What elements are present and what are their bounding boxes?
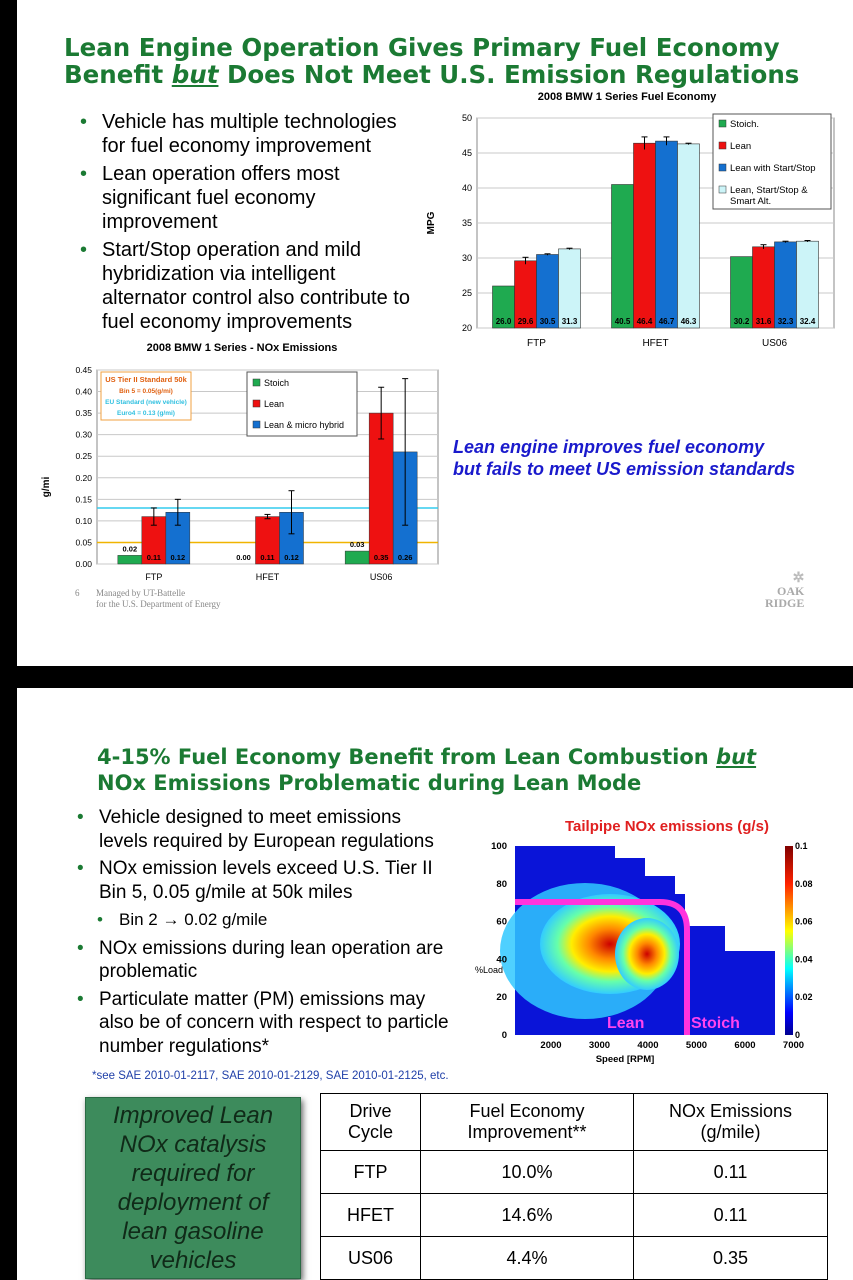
- bullet-dot-icon: •: [77, 858, 84, 879]
- standards-text: Bin 5 = 0.05(g/mi): [119, 388, 173, 395]
- legend-swatch: [719, 120, 726, 127]
- y-tick-label: 45: [461, 148, 472, 158]
- bullet-dot-icon: •: [77, 937, 84, 959]
- table-cell: 0.11: [634, 1151, 828, 1194]
- data-label: 31.3: [561, 317, 578, 326]
- bullet-dot-icon: •: [77, 988, 84, 1010]
- data-label: 0.12: [170, 553, 186, 562]
- bullet-item: [77, 857, 487, 904]
- standards-text: EU Standard (new vehicle): [105, 399, 187, 406]
- y-tick-label: 0: [501, 1030, 507, 1041]
- y-tick-label: 50: [461, 113, 472, 123]
- bar: [775, 242, 797, 328]
- slide-1-bullets: [80, 110, 430, 334]
- x-tick-label: 4000: [637, 1040, 659, 1051]
- data-label: 0.35: [373, 553, 389, 562]
- standards-text: Euro4 = 0.13 (g/mi): [117, 410, 175, 417]
- sae-footnote: *see SAE 2010-01-2117, SAE 2010-01-2129, SAE 2010-01-2125, etc.: [92, 1070, 449, 1082]
- footer-line: for the U.S. Department of Energy: [96, 599, 221, 609]
- bullet-dot-icon: •: [80, 111, 88, 133]
- table-cell: FTP: [321, 1151, 421, 1194]
- legend-swatch: [253, 379, 260, 386]
- x-tick-label: FTP: [527, 338, 546, 349]
- y-tick-label: 0.25: [75, 451, 92, 462]
- bullet-line: Lean operation offers most: [102, 163, 340, 185]
- data-label: 0.12: [284, 553, 299, 562]
- title-text: 4-15% Fuel Economy Benefit from Lean Combustion: [97, 745, 717, 769]
- slide-2-title: [97, 744, 756, 796]
- table-cell: 4.4%: [421, 1237, 634, 1280]
- legend-label: Lean, Start/Stop &: [730, 185, 808, 196]
- legend-label: Stoich.: [730, 119, 760, 130]
- y-tick-label: 0.45: [75, 365, 92, 375]
- bar: [612, 185, 634, 329]
- y-tick-label: 20: [461, 323, 472, 333]
- bar: [753, 247, 775, 328]
- slide-1: [17, 0, 853, 666]
- mpg-chart: [422, 104, 842, 349]
- x-tick-label: 3000: [588, 1040, 611, 1051]
- slide-2-bullets: [77, 806, 487, 1058]
- box-text: [86, 1098, 300, 1275]
- results-table: [320, 1093, 828, 1280]
- bullet-line: Vehicle has multiple technologies: [102, 111, 397, 133]
- table-header-row: [321, 1094, 828, 1151]
- table-cell: 0.35: [634, 1237, 828, 1280]
- data-label: 26.0: [495, 317, 512, 326]
- lean-engine-note: [453, 436, 795, 480]
- data-label: 32.4: [799, 317, 816, 326]
- logo-text: OAK: [777, 584, 805, 598]
- bullet-line: alternator control also contribute to: [102, 287, 410, 309]
- y-tick-label: 30: [461, 253, 472, 263]
- col-drive-cycle: [321, 1094, 421, 1151]
- y-tick-label: 80: [496, 878, 507, 890]
- table-cell: US06: [321, 1237, 421, 1280]
- data-label: 0.02: [122, 544, 138, 554]
- bullet-line: for fuel economy improvement: [102, 135, 372, 157]
- sub-bullet-item: [97, 908, 487, 932]
- bullet-line: Bin 2 → 0.02 g/mile: [119, 910, 268, 929]
- bullet-item: [80, 162, 430, 234]
- header-line: NOx Emissions: [668, 1101, 793, 1121]
- note-line: but fails to meet US emission standards: [453, 459, 796, 479]
- box-line: vehicles: [149, 1247, 237, 1274]
- colorbar: [785, 846, 793, 1035]
- slide-1-title: [64, 34, 799, 88]
- data-label: 0.26: [397, 553, 413, 562]
- data-label: 32.3: [777, 317, 794, 326]
- x-tick-label: HFET: [642, 338, 669, 349]
- standards-text: US Tier II Standard 50k: [105, 375, 187, 384]
- colorbar-tick-label: 0.04: [795, 954, 813, 965]
- legend-swatch: [719, 186, 726, 193]
- col-fuel-economy: [421, 1094, 634, 1151]
- bullet-line: problematic: [99, 961, 198, 982]
- x-tick-label: HFET: [255, 572, 280, 582]
- bullet-line: Particulate matter (PM) emissions may: [99, 988, 426, 1010]
- x-axis-label: Speed [RPM]: [595, 1054, 655, 1065]
- data-label: 40.5: [614, 317, 631, 326]
- x-tick-label: 2000: [540, 1040, 562, 1051]
- slide-2: [17, 688, 853, 1280]
- y-tick-label: 0.05: [75, 537, 92, 548]
- legend-swatch: [253, 421, 260, 428]
- slide-1-title-line1: Lean Engine Operation Gives Primary Fuel Economy: [64, 33, 780, 62]
- header-line: Drive: [349, 1101, 392, 1121]
- title-text: Benefit: [64, 60, 172, 89]
- box-line: Improved Lean: [112, 1102, 274, 1129]
- y-tick-label: 40: [496, 954, 507, 966]
- data-label: 30.2: [733, 317, 750, 326]
- data-label: 30.5: [539, 317, 556, 326]
- header-line: Improvement**: [467, 1122, 587, 1142]
- bar: [634, 143, 656, 328]
- bullet-item: [77, 806, 487, 853]
- col-nox-emissions: [634, 1094, 828, 1151]
- lean-region-label: Lean: [607, 1015, 645, 1032]
- slide-2-title-line1: [97, 744, 756, 770]
- box-line: lean gasoline: [122, 1218, 264, 1245]
- data-label: 31.6: [755, 317, 772, 326]
- bullet-line: improvement: [102, 211, 218, 233]
- title-text: Does Not Meet U.S. Emission Regulations: [218, 60, 800, 89]
- heatmap-blob: [615, 918, 679, 990]
- data-label: 46.4: [636, 317, 653, 326]
- colorbar-tick-label: 0: [795, 1030, 801, 1040]
- x-tick-label: 6000: [734, 1040, 756, 1051]
- y-tick-label: 20: [496, 992, 507, 1004]
- y-tick-label: 0.30: [75, 429, 92, 440]
- table-cell: HFET: [321, 1194, 421, 1237]
- colorbar-tick-label: 0.1: [795, 841, 808, 851]
- y-tick-label: 0.00: [75, 559, 92, 569]
- data-label: 0.00: [236, 553, 251, 562]
- table-cell: 14.6%: [421, 1194, 634, 1237]
- oak-ridge-logo: [765, 573, 804, 609]
- data-label: 0.11: [260, 553, 275, 562]
- bullet-line: NOx emissions during lean operation are: [99, 937, 444, 959]
- title-emphasis: but: [171, 60, 219, 89]
- bullet-line: Start/Stop operation and mild: [102, 239, 362, 261]
- bullet-line: levels required by European regulations: [99, 830, 434, 852]
- lean-nox-catalysis-box: [85, 1097, 301, 1279]
- legend-swatch: [253, 400, 260, 407]
- bullet-dot-icon: •: [77, 807, 84, 828]
- bar: [678, 144, 700, 328]
- bullet-line: hybridization via intelligent: [102, 263, 336, 285]
- y-axis-label: g/mi: [41, 476, 52, 498]
- nox-heatmap: [467, 836, 842, 1071]
- box-line: required for: [131, 1160, 255, 1187]
- y-tick-label: 0.20: [75, 472, 92, 483]
- legend-label: Lean: [730, 141, 752, 152]
- x-tick-label: FTP: [145, 572, 163, 582]
- x-tick-label: US06: [369, 572, 393, 582]
- data-label: 0.03: [349, 540, 365, 550]
- data-label: 46.3: [680, 317, 697, 326]
- y-tick-label: 40: [461, 183, 472, 193]
- table-row: [321, 1237, 828, 1280]
- table-cell: 0.11: [634, 1194, 828, 1237]
- nox-chart-title: 2008 BMW 1 Series - NOx Emissions: [146, 342, 338, 354]
- bullet-dot-icon: •: [80, 239, 88, 261]
- stoich-region-label: Stoich: [691, 1015, 740, 1032]
- bullet-line: NOx emission levels exceed U.S. Tier II: [99, 858, 433, 879]
- logo-text: RIDGE: [765, 596, 805, 610]
- bar: [797, 241, 819, 328]
- table-cell: 10.0%: [421, 1151, 634, 1194]
- legend-label: Stoich: [264, 378, 290, 388]
- bar: [345, 551, 369, 564]
- x-tick-label: US06: [761, 338, 788, 349]
- bullet-item: [80, 110, 430, 158]
- legend-label: Lean with Start/Stop: [730, 163, 816, 174]
- footer-line: Managed by UT-Battelle: [96, 588, 186, 598]
- note-line: Lean engine improves fuel economy: [453, 437, 765, 457]
- slide-2-title-line2: NOx Emissions Problematic during Lean Mode: [97, 771, 642, 795]
- table-row: [321, 1194, 828, 1237]
- heatmap-title: Tailpipe NOx emissions (g/s): [565, 818, 769, 835]
- mpg-chart-title: 2008 BMW 1 Series Fuel Economy: [537, 91, 717, 103]
- bullet-item: [77, 937, 487, 984]
- page-number: 6: [75, 588, 80, 598]
- y-axis-label: MPG: [426, 211, 437, 235]
- bullet-line: number regulations*: [99, 1035, 270, 1057]
- x-tick-label: 7000: [782, 1040, 805, 1051]
- bar: [656, 141, 678, 328]
- box-line: NOx catalysis: [119, 1131, 267, 1158]
- y-axis-label: %Load: [474, 965, 503, 975]
- y-tick-label: 35: [461, 218, 472, 228]
- slide-footer: [96, 588, 221, 610]
- bar: [118, 555, 142, 564]
- bullet-item: [80, 238, 430, 334]
- bullet-line: Bin 5, 0.05 g/mile at 50k miles: [99, 881, 353, 903]
- colorbar-tick-label: 0.02: [795, 992, 813, 1003]
- bullet-line: also be of concern with respect to particle: [99, 1012, 449, 1033]
- legend-swatch: [719, 142, 726, 149]
- nox-chart: [35, 358, 440, 590]
- slide-1-title-line2: [64, 61, 799, 88]
- colorbar-tick-label: 0.08: [795, 878, 813, 889]
- table-row: [321, 1151, 828, 1194]
- data-label: 0.11: [146, 553, 161, 562]
- bullet-line: fuel economy improvements: [102, 311, 353, 333]
- box-line: deployment of: [117, 1189, 269, 1216]
- x-tick-label: 5000: [685, 1040, 708, 1051]
- bullet-dot-icon: •: [97, 910, 103, 929]
- y-tick-label: 0.40: [75, 386, 92, 397]
- legend-label: Lean & micro hybrid: [264, 420, 345, 430]
- y-tick-label: 100: [491, 841, 507, 852]
- header-line: Fuel Economy: [469, 1101, 585, 1121]
- legend-swatch: [719, 164, 726, 171]
- bullet-line: significant fuel economy: [102, 187, 316, 209]
- y-tick-label: 0.35: [75, 408, 92, 419]
- bullet-dot-icon: •: [80, 163, 88, 185]
- legend-label: Smart Alt.: [730, 196, 772, 207]
- data-label: 29.6: [517, 317, 534, 326]
- legend-label: Lean: [264, 399, 285, 409]
- header-line: (g/mile): [700, 1122, 761, 1142]
- data-label: 46.7: [658, 317, 675, 326]
- y-tick-label: 0.10: [75, 515, 92, 526]
- header-line: Cycle: [347, 1122, 393, 1142]
- logo-icon: ✲: [792, 571, 805, 586]
- y-tick-label: 25: [461, 288, 472, 298]
- y-tick-label: 60: [496, 916, 507, 928]
- y-tick-label: 0.15: [75, 494, 92, 505]
- title-emphasis: but: [716, 745, 757, 769]
- colorbar-tick-label: 0.06: [795, 916, 813, 927]
- bullet-item: [77, 988, 487, 1059]
- bullet-line: Vehicle designed to meet emissions: [99, 807, 402, 828]
